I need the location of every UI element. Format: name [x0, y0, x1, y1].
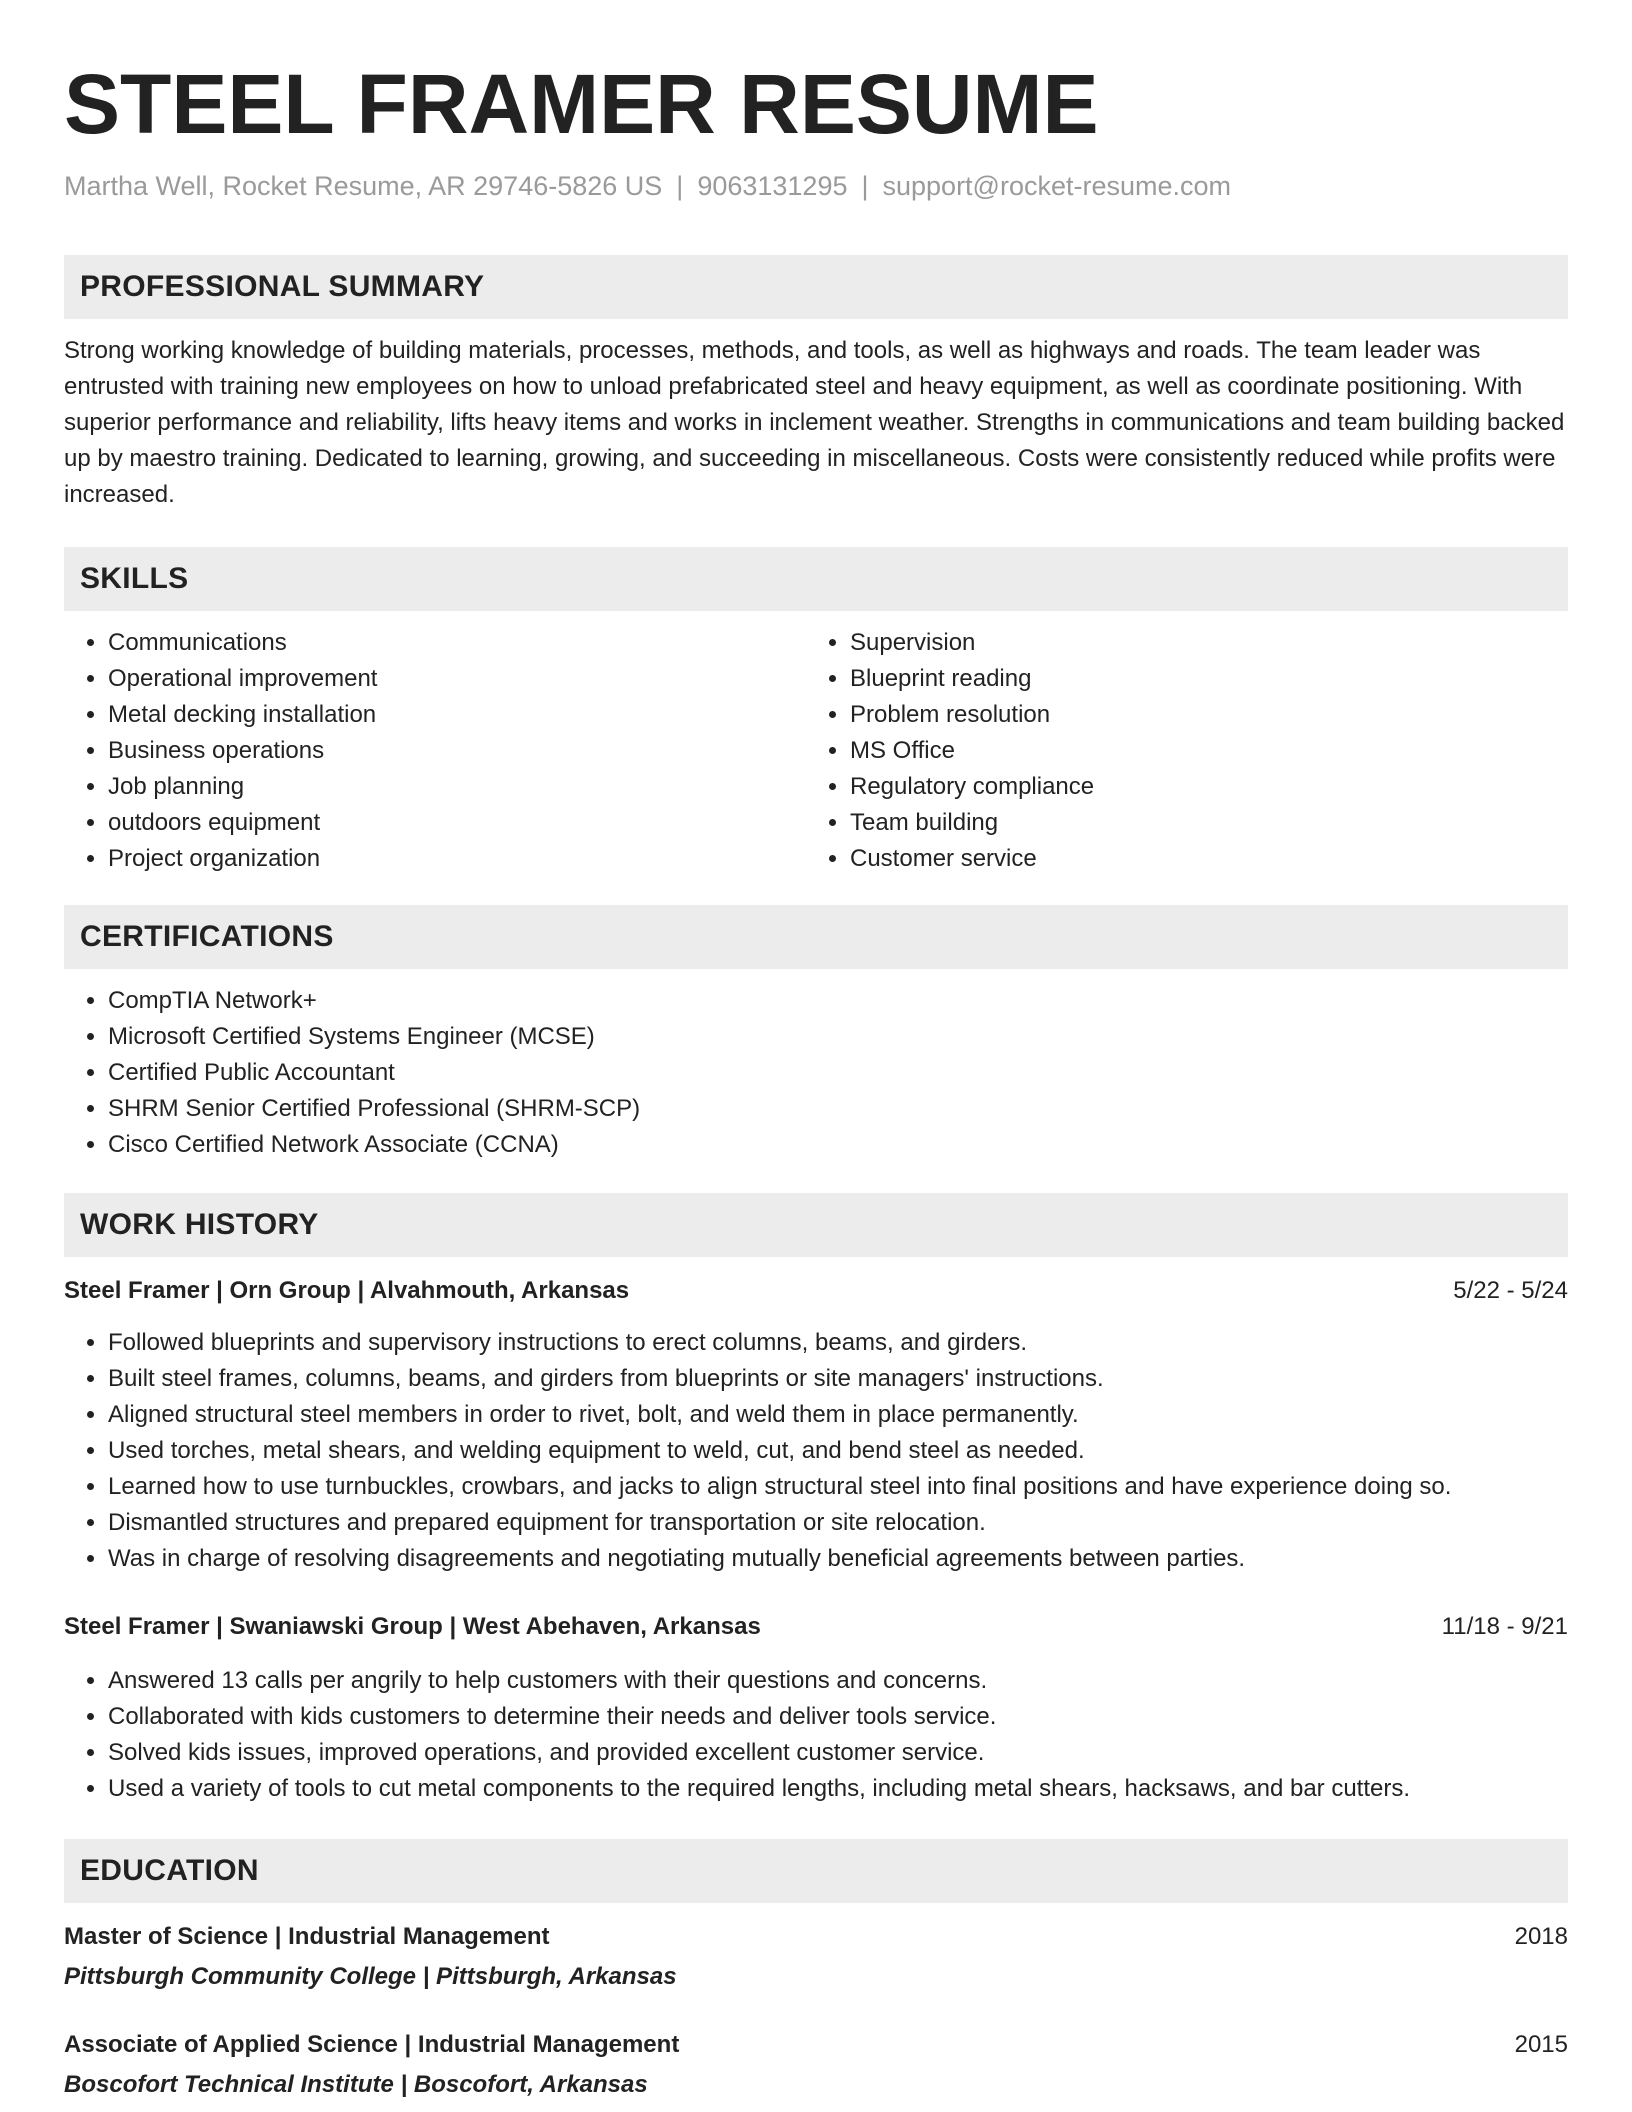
skill-item: • Job planning: [108, 769, 806, 805]
job-bullet: • Built steel frames, columns, beams, and girders from blueprints or site managers' instructions.: [108, 1361, 1568, 1397]
skill-item: • Customer service: [850, 841, 1548, 877]
contact-separator: |: [861, 171, 869, 201]
skill-item: • Project organization: [108, 841, 806, 877]
job-title: Steel Framer | Orn Group | Alvahmouth, Arkansas: [64, 1277, 630, 1304]
job-bullets: [64, 1325, 1568, 1577]
job-bullet: • Dismantled structures and prepared equipment for transportation or site relocation.: [108, 1505, 1568, 1541]
job-bullet: • Aligned structural steel members in order to rivet, bolt, and weld them in place permanently.: [108, 1397, 1568, 1433]
job-bullet: • Used torches, metal shears, and welding equipment to weld, cut, and bend steel as needed.: [108, 1433, 1568, 1469]
section-header-summary: PROFESSIONAL SUMMARY: [64, 255, 1568, 319]
section-header-education: EDUCATION: [64, 1839, 1568, 1903]
job-title: Steel Framer | Swaniawski Group | West Abehaven, Arkansas: [64, 1613, 761, 1640]
skill-item: • Supervision: [850, 625, 1548, 661]
resume-title: STEEL FRAMER RESUME: [64, 57, 1099, 151]
job-header: [64, 1609, 1568, 1645]
summary-text: Strong working knowledge of building materials, processes, methods, and tools, as well as highways and roads. The team leader was entrusted with training new employees on how to unload prefabricated steel and heavy equipment, as well as coordinate positioning. With superior performance and reliability, lifts heavy items and works in inclement weather. Strengths in communications and team building backed up by maestro training. Dedicated to learning, growing, and succeeding in miscellaneous. Costs were consistently reduced while profits were increased.: [64, 337, 1565, 508]
skill-item: • MS Office: [850, 733, 1548, 769]
certification-item: • CompTIA Network+: [108, 983, 1568, 1019]
skill-item: • Operational improvement: [108, 661, 806, 697]
section-header-skills: SKILLS: [64, 547, 1568, 611]
skill-item: • Metal decking installation: [108, 697, 806, 733]
skills-column-left: [64, 625, 806, 877]
skills-list: [64, 625, 1568, 877]
certification-item: • SHRM Senior Certified Professional (SHRM-SCP): [108, 1091, 1568, 1127]
job-bullet: • Learned how to use turnbuckles, crowbars, and jacks to align structural steel into final positions and have experience doing so.: [108, 1469, 1568, 1505]
job-header: [64, 1273, 1568, 1309]
job-dates: 5/22 - 5/24: [1453, 1277, 1568, 1304]
contact-address: Martha Well, Rocket Resume, AR 29746-5826 US: [64, 171, 663, 201]
education-header: [64, 2027, 1568, 2063]
contact-phone: 9063131295: [697, 171, 848, 201]
certifications-list: [64, 983, 1568, 1163]
job-bullets: [64, 1663, 1568, 1807]
job-dates: 11/18 - 9/21: [1441, 1613, 1568, 1640]
education-school: Boscofort Technical Institute | Boscofort, Arkansas: [64, 2071, 648, 2098]
education-school: Pittsburgh Community College | Pittsburgh, Arkansas: [64, 1963, 677, 1990]
contact-separator: |: [676, 171, 684, 201]
certification-item: • Cisco Certified Network Associate (CCNA): [108, 1127, 1568, 1163]
skill-item: • Team building: [850, 805, 1548, 841]
skill-item: • Regulatory compliance: [850, 769, 1548, 805]
education-year: 2018: [1514, 1923, 1568, 1950]
skill-item: • Business operations: [108, 733, 806, 769]
skills-column-right: [806, 625, 1548, 877]
education-year: 2015: [1514, 2031, 1568, 2058]
job-bullet: • Followed blueprints and supervisory instructions to erect columns, beams, and girders.: [108, 1325, 1568, 1361]
contact-line: [64, 168, 1568, 204]
job-bullet: • Was in charge of resolving disagreements and negotiating mutually beneficial agreements between parties.: [108, 1541, 1568, 1577]
certification-item: • Microsoft Certified Systems Engineer (MCSE): [108, 1019, 1568, 1055]
certification-item: • Certified Public Accountant: [108, 1055, 1568, 1091]
contact-email: support@rocket-resume.com: [882, 171, 1232, 201]
education-header: [64, 1919, 1568, 1955]
job-bullet: • Answered 13 calls per angrily to help customers with their questions and concerns.: [108, 1663, 1568, 1699]
skill-item: • Communications: [108, 625, 806, 661]
education-degree: Associate of Applied Science | Industrial Management: [64, 2031, 680, 2058]
education-degree: Master of Science | Industrial Management: [64, 1923, 550, 1950]
section-header-certifications: CERTIFICATIONS: [64, 905, 1568, 969]
section-header-work-history: WORK HISTORY: [64, 1193, 1568, 1257]
skill-item: • outdoors equipment: [108, 805, 806, 841]
skill-item: • Problem resolution: [850, 697, 1548, 733]
job-bullet: • Solved kids issues, improved operations, and provided excellent customer service.: [108, 1735, 1568, 1771]
job-bullet: • Used a variety of tools to cut metal components to the required lengths, including metal shears, hacksaws, and bar cutters.: [108, 1771, 1568, 1807]
job-bullet: • Collaborated with kids customers to determine their needs and deliver tools service.: [108, 1699, 1568, 1735]
skill-item: • Blueprint reading: [850, 661, 1548, 697]
